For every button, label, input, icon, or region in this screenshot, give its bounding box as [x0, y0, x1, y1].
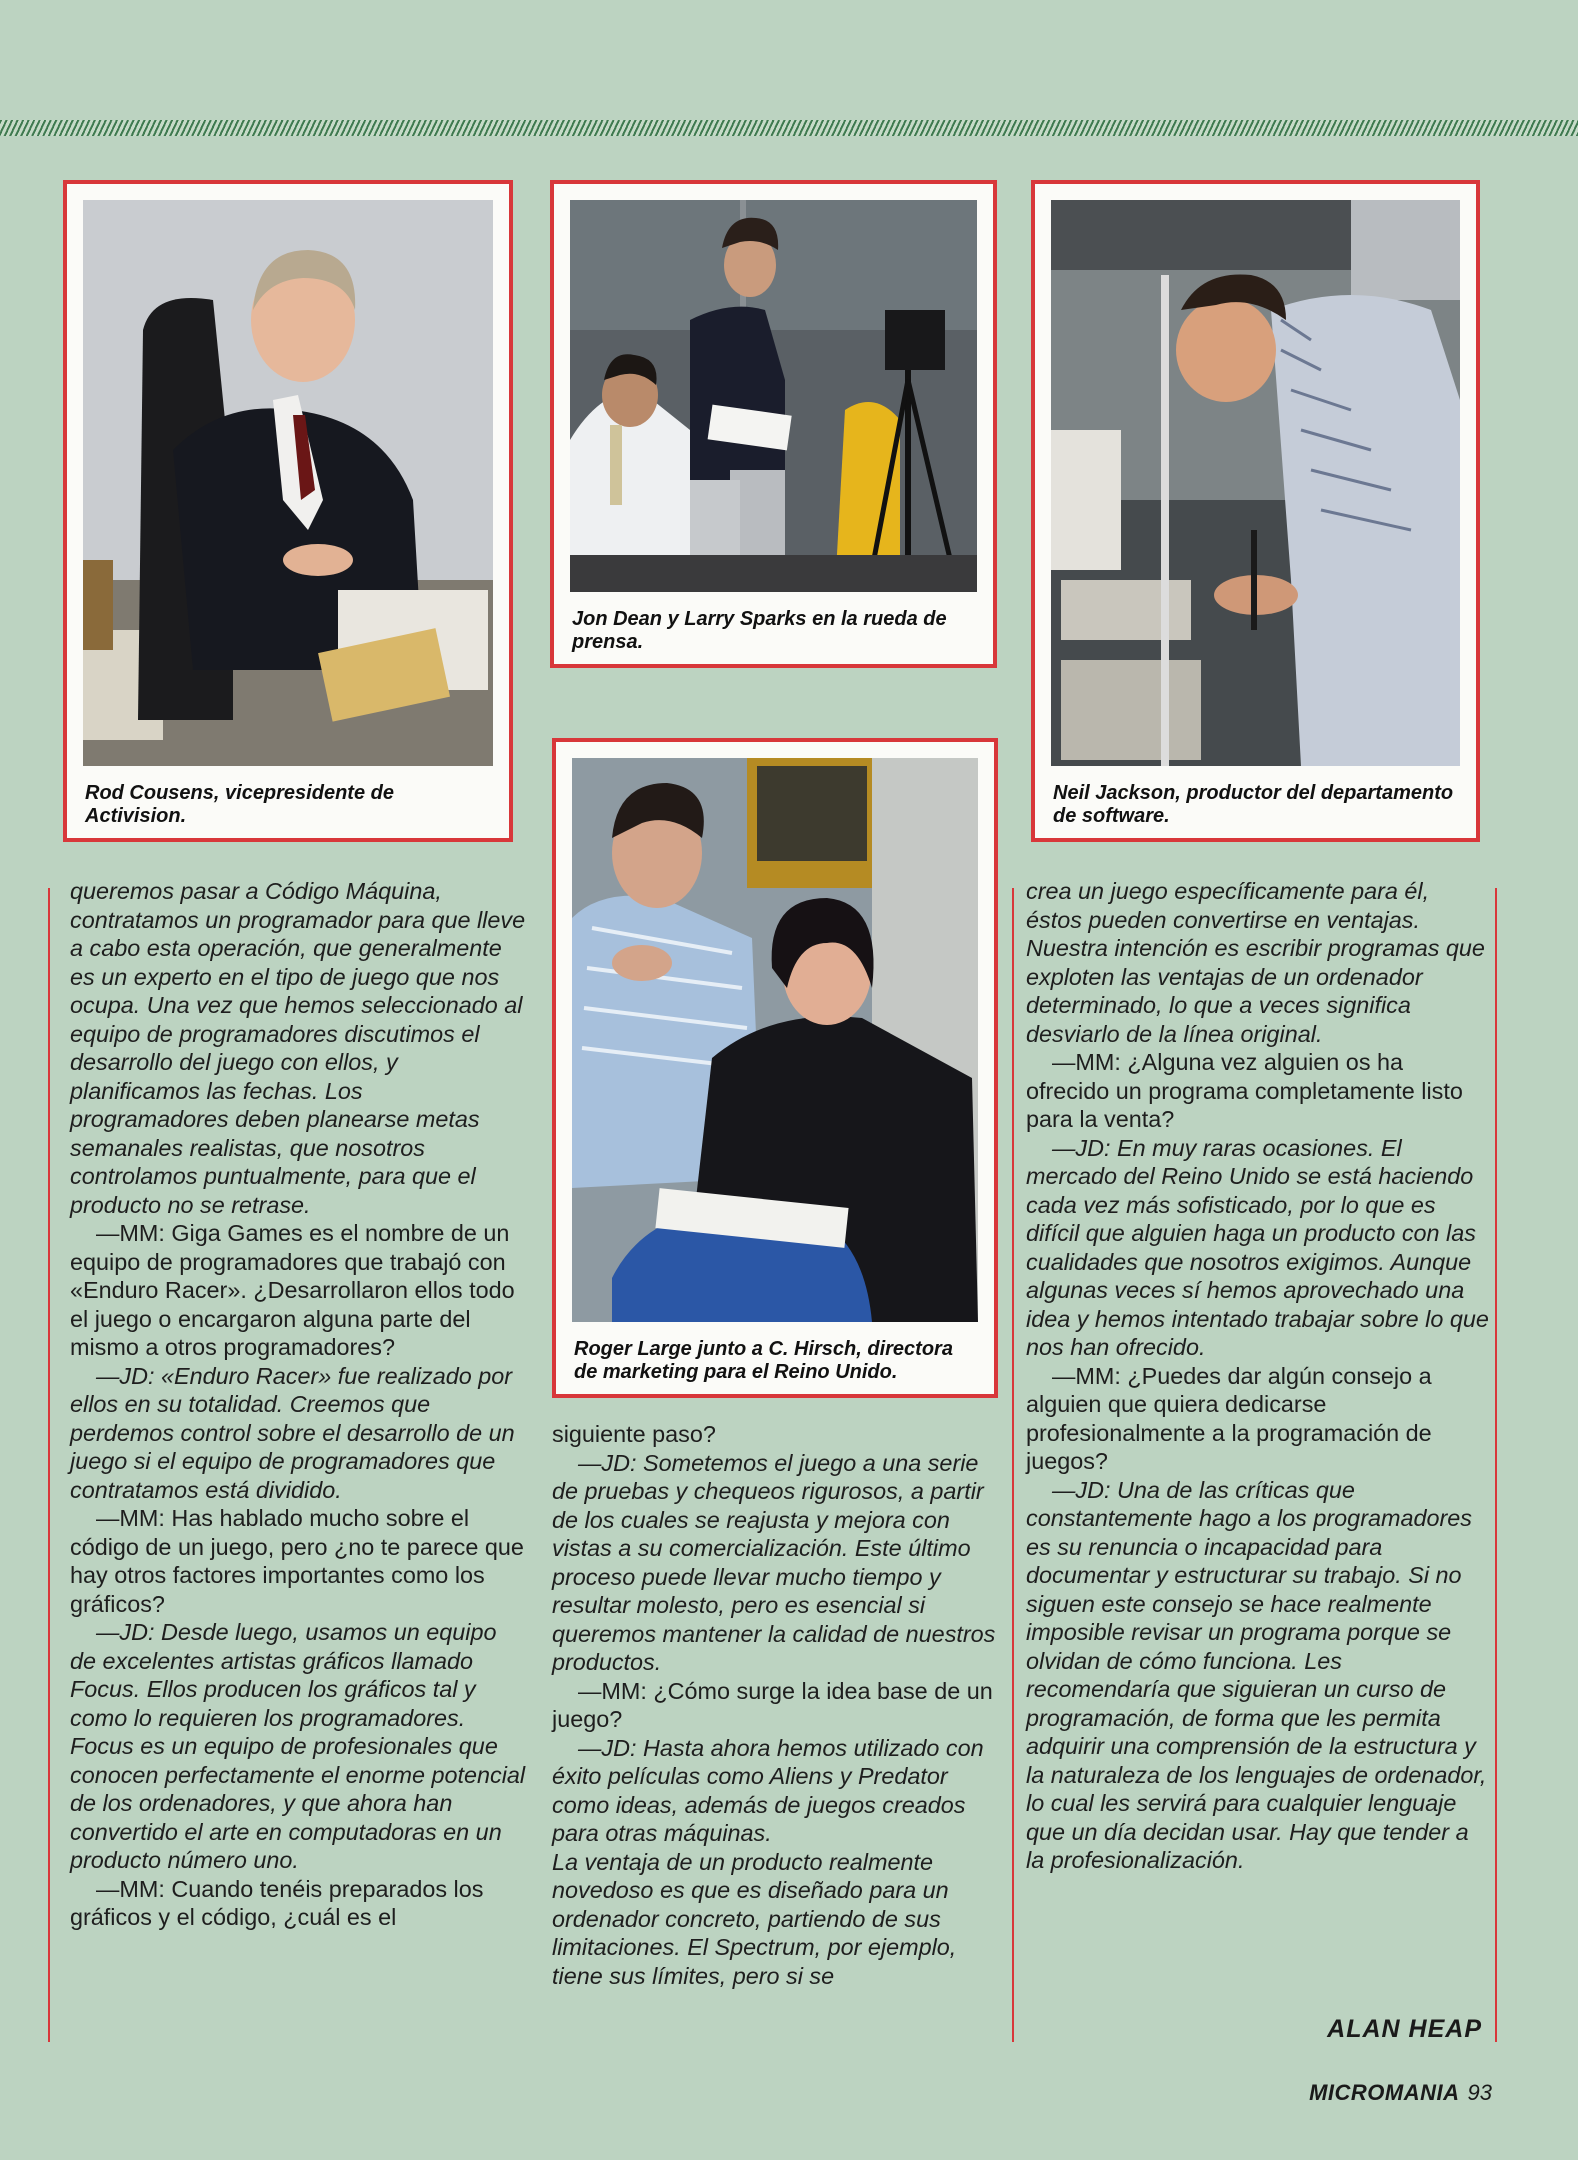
photo-caption: Neil Jackson, productor del departamento de software.	[1053, 782, 1454, 827]
paragraph: —JD: Sometemos el juego a una serie de pruebas y chequeos rigurosos, a partir de los cuales se reajusta y mejora con vistas a su comercialización. Este último proceso puede llevar mucho tiempo y resultar molesto, pero es esencial si queremos mantener la calidad de nuestros productos.	[552, 1449, 996, 1675]
paragraph: —JD: Desde luego, usamos un equipo de excelentes artistas gráficos llamado Focus. Ellos producen los gráficos tal y como lo requieren los programadores. Focus es un equipo de profesionales que conocen perfectamente el enorme potencial de los ordenadores, y que ahora han convertido el arte en computadoras en un producto número uno.	[70, 1619, 526, 1873]
paragraph: —MM: ¿Cómo surge la idea base de un juego?	[552, 1677, 993, 1732]
column-rule-right	[1495, 888, 1497, 2042]
paragraph: —MM: ¿Puedes dar algún consejo a alguien que quiera dedicarse profesionalmente a la programación de juegos?	[1026, 1362, 1432, 1474]
paragraph: queremos pasar a Código Máquina, contratamos un programador para que lleve a cabo esta operación, que generalmente es un experto en el tipo de juego que nos ocupa. Una vez que hemos seleccionado al equipo de programadores discutimos el desarrollo del juego con ellos, y planificamos las fechas. Los programadores deben planearse metas semanales realistas, que nosotros controlamos puntualmente, para que el producto no se retrase.	[70, 878, 526, 1218]
paragraph: siguiente paso?	[552, 1421, 716, 1447]
page-footer	[1309, 2080, 1492, 2106]
photo-card-neil-jackson	[1031, 180, 1480, 842]
page-number: 93	[1467, 2080, 1492, 2105]
photo-neil-jackson	[1051, 200, 1460, 766]
paragraph: —MM: Cuando tenéis preparados los gráficos y el código, ¿cuál es el	[70, 1875, 484, 1930]
paragraph: —JD: «Enduro Racer» fue realizado por ellos en su totalidad. Creemos que perdemos control sobre el desarrollo de un juego si el equipo de programadores que contratamos está dividido.	[70, 1362, 515, 1503]
photo-caption: Jon Dean y Larry Sparks en la rueda de prensa.	[572, 608, 947, 653]
magazine-name: MICROMANIA	[1309, 2080, 1460, 2105]
photo-rod-cousens	[83, 200, 493, 766]
photo-roger-large-c-hirsch	[572, 758, 978, 1322]
paragraph: crea un juego específicamente para él, éstos pueden convertirse en ventajas. Nuestra intención es escribir programas que exploten las ventajas de un ordenador determinado, lo que a veces significa desviarlo de la línea original.	[1026, 878, 1485, 1047]
paragraph: —JD: Una de las críticas que constantemente hago a los programadores es su renuncia o incapacidad para documentar y estructurar su trabajo. Si no siguen este consejo se hace realmente imposible revisar un programa porque se olvidan de cómo funciona. Les recomendaría que siguieran un curso de programación, de forma que les permita adquirir una comprensión de la estructura y la naturaleza de los lenguajes de ordenador, lo cual les servirá para cualquier lenguaje que un día decidan usar. Hay que tender a la profesionalización.	[1026, 1476, 1487, 1873]
top-hatch-border	[0, 120, 1578, 136]
photo-caption: Roger Large junto a C. Hirsch, directora de marketing para el Reino Unido.	[574, 1338, 953, 1383]
paragraph: —JD: En muy raras ocasiones. El mercado del Reino Unido se está haciendo cada vez más sofisticado, por lo que es difícil que alguien haga un producto con las cualidades que nosotros exigimos. Aunque algunas veces sí hemos aprovechado una idea y hemos intentado trabajar sobre lo que nos han ofrecido.	[1026, 1134, 1489, 1360]
paragraph: —JD: Hasta ahora hemos utilizado con éxito películas como Aliens y Predator como ideas, además de juegos creados para otras máquinas.	[552, 1734, 984, 1846]
photo-card-rod-cousens	[63, 180, 513, 842]
photo-press-conference	[570, 200, 977, 592]
paragraph: —MM: ¿Alguna vez alguien os ha ofrecido un programa completamente listo para la venta?	[1026, 1049, 1463, 1132]
photo-card-roger-large-c-hirsch	[552, 738, 998, 1398]
photo-caption: Rod Cousens, vicepresidente de Activision.	[85, 782, 394, 827]
paragraph: —MM: Has hablado mucho sobre el código de un juego, pero ¿no te parece que hay otros factores importantes como los gráficos?	[70, 1505, 524, 1617]
article-column-1	[50, 877, 526, 1932]
photo-card-jon-dean-larry-sparks	[550, 180, 997, 668]
article-column-2	[532, 1420, 1010, 1990]
paragraph: —MM: Giga Games es el nombre de un equipo de programadores que trabajó con «Enduro Racer». ¿Desarrollaron ellos todo el juego o encargaron alguna parte del mismo a otros programadores?	[70, 1220, 515, 1360]
article-column-3	[1006, 877, 1490, 1875]
author-signature: ALAN HEAP	[1327, 2015, 1482, 2043]
paragraph: La ventaja de un producto realmente novedoso es que es diseñado para un ordenador concreto, partiendo de sus limitaciones. El Spectrum, por ejemplo, tiene sus límites, pero si se	[552, 1848, 957, 1989]
